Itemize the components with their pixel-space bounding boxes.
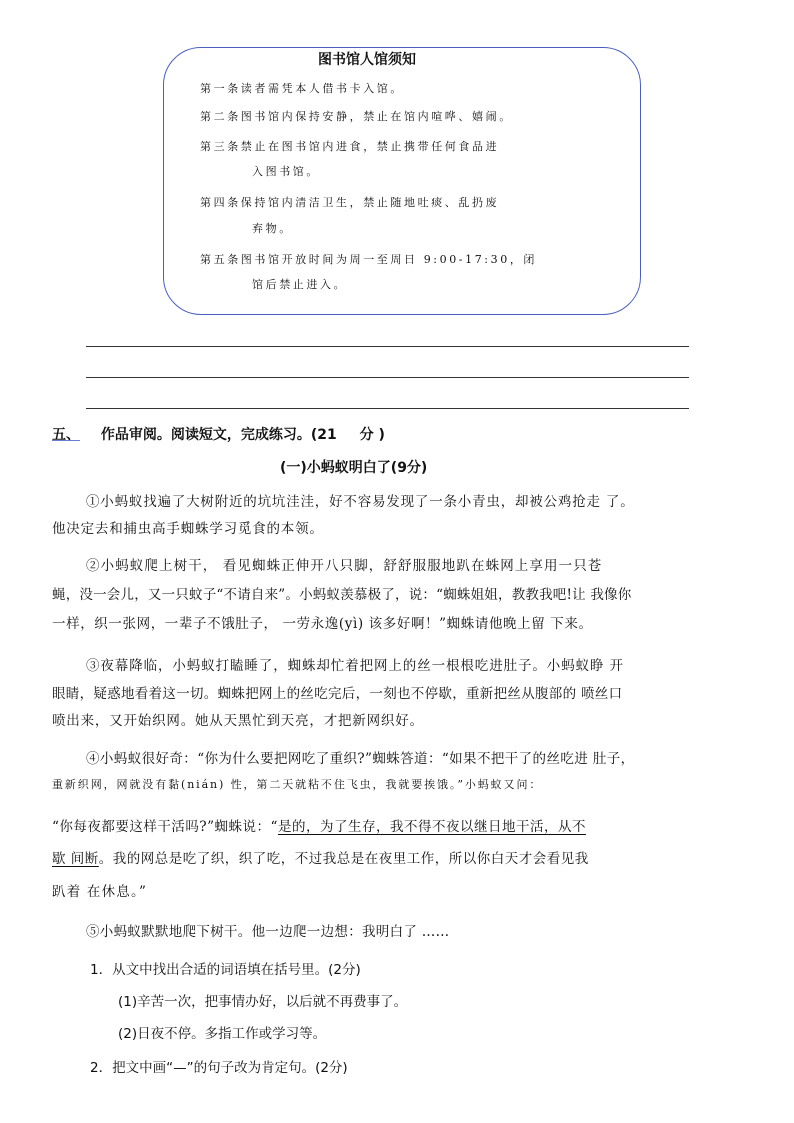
story-title: (一)小蚂蚁明白了(9分) (280, 460, 428, 476)
paragraph-3-line-3: 喷出来，又开始织网。她从天黑忙到天亮，才把新网织好。 (52, 713, 424, 729)
question-1: 1．从文中找出合适的词语填在括号里。(2分) (90, 962, 361, 978)
paragraph-1-line-2: 他决定去和捕虫高手蜘蛛学习觅食的本领。 (52, 521, 324, 537)
answer-line-3[interactable] (86, 408, 689, 409)
paragraph-4-line-2: 重新织网，网就没有黏(nián) 性，第二天就粘不住飞虫，我就要挨饿。”小蚂蚁又问： (52, 778, 543, 791)
paragraph-4-line-4 (52, 847, 589, 867)
question-1-item-2: (2)日夜不停。多指工作或学习等。 (118, 1026, 327, 1042)
section-score-unit: 分 ) (359, 427, 385, 443)
paragraph-1-line-1: ①小蚂蚁找遍了大树附近的坑坑洼洼，好不容易发现了一条小青虫，却被公鸡抢走 了。 (86, 494, 635, 510)
notice-rule-4: 第四条保持馆内清洁卫生，禁止随地吐痰、乱扔废 (200, 196, 500, 209)
section-number: 五、 (52, 427, 80, 443)
answer-line-2[interactable] (86, 377, 689, 378)
section-heading-text: 作品审阅。阅读短文，完成练习。(21 (100, 427, 337, 443)
notice-rule-5: 第五条图书馆开放时间为周一至周日 9:00-17:30，闭 (200, 253, 538, 266)
underlined-sentence-part-2: 歇 (52, 851, 66, 867)
question-2: 2．把文中画“—”的句子改为肯定句。(2分) (90, 1060, 348, 1076)
paragraph-4-line-4-text: 。我的网总是吃了织，织了吃，不过我总是在夜里工作，所以你白天才会看见我 (98, 851, 589, 867)
paragraph-4-line-3-text: “你每夜都要这样干活吗?”蜘蛛说：“ (52, 819, 278, 835)
paragraph-2-line-2: 蝇，没一会儿，又一只蚊子“不请自来”。小蚂蚁羡慕极了，说：“蜘蛛姐姐，教教我吧!让 我像你 (52, 587, 632, 603)
paragraph-3-line-2: 眼睛，疑惑地看着这一切。蜘蛛把网上的丝吃完后，一刻也不停歇，重新把丝从腹部的 喷丝口 (52, 686, 623, 702)
section-heading (52, 424, 385, 444)
notice-rule-3-cont: 入图书馆。 (252, 165, 320, 178)
notice-title: 图书馆人馆须知 (318, 52, 416, 68)
paragraph-4-line-3 (52, 815, 586, 835)
notice-rule-3: 第三条禁止在图书馆内进食，禁止携带任何食品进 (200, 140, 500, 153)
paragraph-4-line-1: ④小蚂蚁很好奇：“你为什么要把网吃了重织?”蜘蛛答道：“如果不把干了的丝吃进 肚子， (86, 751, 635, 767)
underlined-sentence-part-3: 间断 (66, 851, 99, 867)
answer-line-1[interactable] (86, 346, 689, 347)
underlined-sentence-part-1: 是的，为了生存，我不得不夜以继日地干活，从不 (277, 819, 586, 835)
question-1-item-1: (1)辛苦一次，把事情办好，以后就不再费事了。 (118, 994, 408, 1010)
notice-rule-2: 第二条图书馆内保持安静，禁止在馆内喧哗、嬉闹。 (200, 110, 513, 123)
notice-rule-1: 第一条读者需凭本人借书卡入馆。 (200, 82, 404, 95)
paragraph-5: ⑤小蚂蚁默默地爬下树干。他一边爬一边想：我明白了 …… (86, 924, 450, 940)
paragraph-3-line-1: ③夜幕降临，小蚂蚁打瞌睡了，蜘蛛却忙着把网上的丝一根根吃进肚子。小蚂蚁睁 开 (86, 658, 624, 674)
paragraph-4-line-5: 趴着 在休息。” (52, 884, 148, 900)
paragraph-2-line-3: 一样，织一张网，一辈子不饿肚子， 一劳永逸(yì) 该多好啊！”蜘蛛请他晚上留 下来。 (52, 616, 593, 632)
paragraph-2-line-1: ②小蚂蚁爬上树干， 看见蜘蛛正伸开八只脚，舒舒服服地趴在蛛网上享用一只苍 (86, 558, 603, 574)
notice-rule-4-cont: 弃物。 (252, 222, 293, 235)
notice-rule-5-cont: 馆后禁止进入。 (252, 278, 348, 291)
